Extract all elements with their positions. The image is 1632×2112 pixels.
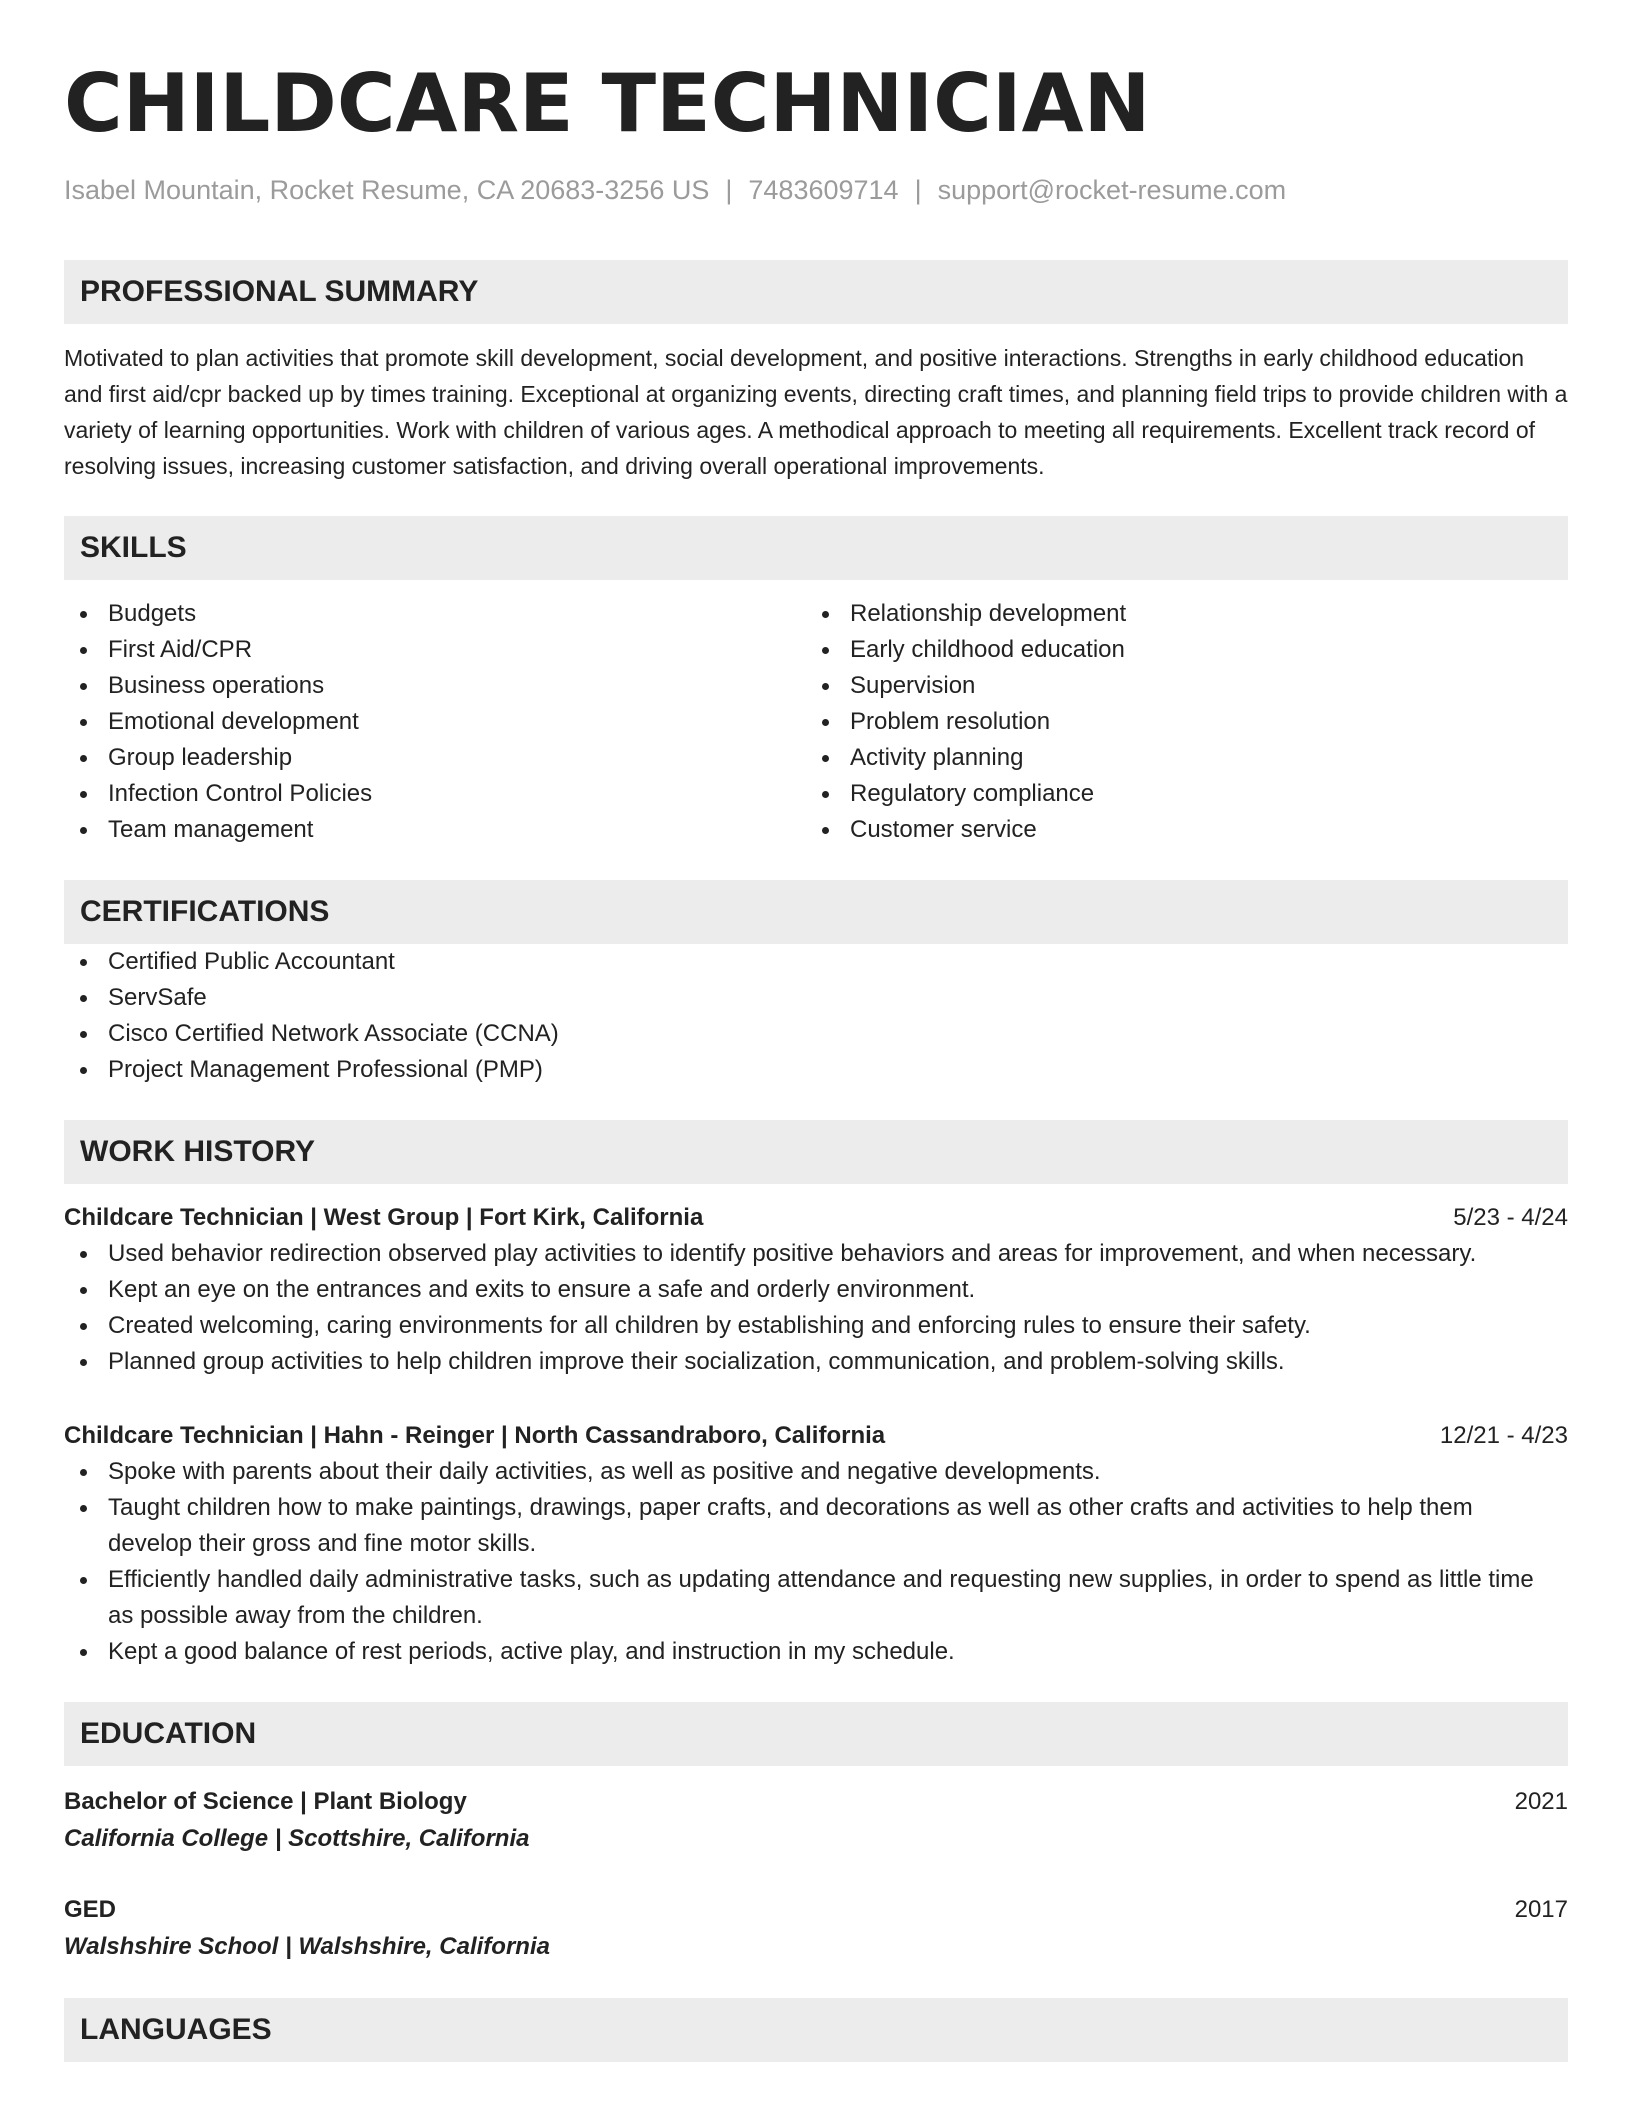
contact-separator: | — [725, 175, 733, 205]
job-title: Childcare Technician | West Group | Fort Kirk, California — [64, 1204, 704, 1231]
resume-title: CHILDCARE TECHNICIAN — [64, 57, 1151, 150]
job-header — [64, 1200, 1568, 1236]
contact-separator: | — [914, 175, 922, 205]
certification-item: Certified Public Accountant — [64, 944, 1568, 980]
skill-item: Regulatory compliance — [806, 776, 1548, 812]
job-bullet: Created welcoming, caring environments for all children by establishing and enforcing rules to ensure their safety. — [64, 1308, 1568, 1344]
section-header-work-history: WORK HISTORY — [64, 1120, 1568, 1184]
contact-phone: 7483609714 — [748, 175, 899, 205]
contact-email: support@rocket-resume.com — [937, 175, 1287, 205]
skill-item: First Aid/CPR — [64, 632, 806, 668]
section-header-summary: PROFESSIONAL SUMMARY — [64, 260, 1568, 324]
section-header-certifications: CERTIFICATIONS — [64, 880, 1568, 944]
job-header — [64, 1418, 1568, 1454]
job-bullet: Planned group activities to help children improve their socialization, communication, and problem-solving skills. — [64, 1344, 1568, 1380]
education-entry — [64, 1892, 1568, 1966]
education-degree: GED — [64, 1896, 117, 1923]
education-entry — [64, 1784, 1568, 1858]
skills-grid — [64, 596, 1568, 848]
skills-list-right — [806, 596, 1548, 848]
job-entry — [64, 1200, 1568, 1380]
skill-item: Early childhood education — [806, 632, 1548, 668]
section-header-skills: SKILLS — [64, 516, 1568, 580]
education-school: Walshshire School | Walshshire, California — [64, 1933, 550, 1960]
job-dates: 5/23 - 4/24 — [1453, 1204, 1568, 1231]
skill-item: Customer service — [806, 812, 1548, 848]
skill-item: Supervision — [806, 668, 1548, 704]
certification-item: ServSafe — [64, 980, 1568, 1016]
skill-item: Relationship development — [806, 596, 1548, 632]
section-header-education: EDUCATION — [64, 1702, 1568, 1766]
education-degree: Bachelor of Science | Plant Biology — [64, 1788, 467, 1815]
job-bullet: Kept a good balance of rest periods, active play, and instruction in my schedule. — [64, 1634, 1568, 1670]
skill-item: Team management — [64, 812, 806, 848]
job-bullet: Used behavior redirection observed play activities to identify positive behaviors and areas for improvement, and when necessary. — [64, 1236, 1568, 1272]
section-header-languages: LANGUAGES — [64, 1998, 1568, 2062]
skill-item: Problem resolution — [806, 704, 1548, 740]
job-bullet: Kept an eye on the entrances and exits to ensure a safe and orderly environment. — [64, 1272, 1568, 1308]
job-bullets — [64, 1236, 1568, 1380]
education-year: 2017 — [1514, 1896, 1568, 1923]
contact-line — [64, 172, 1568, 208]
education-school: California College | Scottshire, California — [64, 1825, 530, 1852]
job-bullet: Spoke with parents about their daily activities, as well as positive and negative developments. — [64, 1454, 1568, 1490]
skill-item: Budgets — [64, 596, 806, 632]
job-bullet: Taught children how to make paintings, drawings, paper crafts, and decorations as well as other crafts and activities to help them develop their gross and fine motor skills. — [64, 1490, 1568, 1562]
skills-list-left — [64, 596, 806, 848]
education-header — [64, 1892, 1568, 1928]
job-bullets — [64, 1454, 1568, 1670]
contact-address: Isabel Mountain, Rocket Resume, CA 20683-3256 US — [64, 175, 710, 205]
certifications-list — [64, 944, 1568, 1088]
education-year: 2021 — [1514, 1788, 1568, 1815]
skill-item: Business operations — [64, 668, 806, 704]
certification-item: Project Management Professional (PMP) — [64, 1052, 1568, 1088]
skill-item: Group leadership — [64, 740, 806, 776]
summary-text: Motivated to plan activities that promote skill development, social development, and positive interactions. Strengths in early childhood education and first aid/cpr backed up by times training. Exceptional at organizing events, directing craft times, and planning field trips to provide children with a variety of learning opportunities. Work with children of various ages. A methodical approach to meeting all requirements. Excellent track record of resolving issues, increasing customer satisfaction, and driving overall operational improvements. — [64, 345, 1568, 479]
job-title: Childcare Technician | Hahn - Reinger | North Cassandraboro, California — [64, 1422, 886, 1449]
job-bullet: Efficiently handled daily administrative tasks, such as updating attendance and requesting new supplies, in order to spend as little time as possible away from the children. — [64, 1562, 1568, 1634]
certification-item: Cisco Certified Network Associate (CCNA) — [64, 1016, 1568, 1052]
skill-item: Activity planning — [806, 740, 1548, 776]
job-entry — [64, 1418, 1568, 1670]
education-header — [64, 1784, 1568, 1820]
skill-item: Emotional development — [64, 704, 806, 740]
skill-item: Infection Control Policies — [64, 776, 806, 812]
job-dates: 12/21 - 4/23 — [1439, 1422, 1568, 1449]
